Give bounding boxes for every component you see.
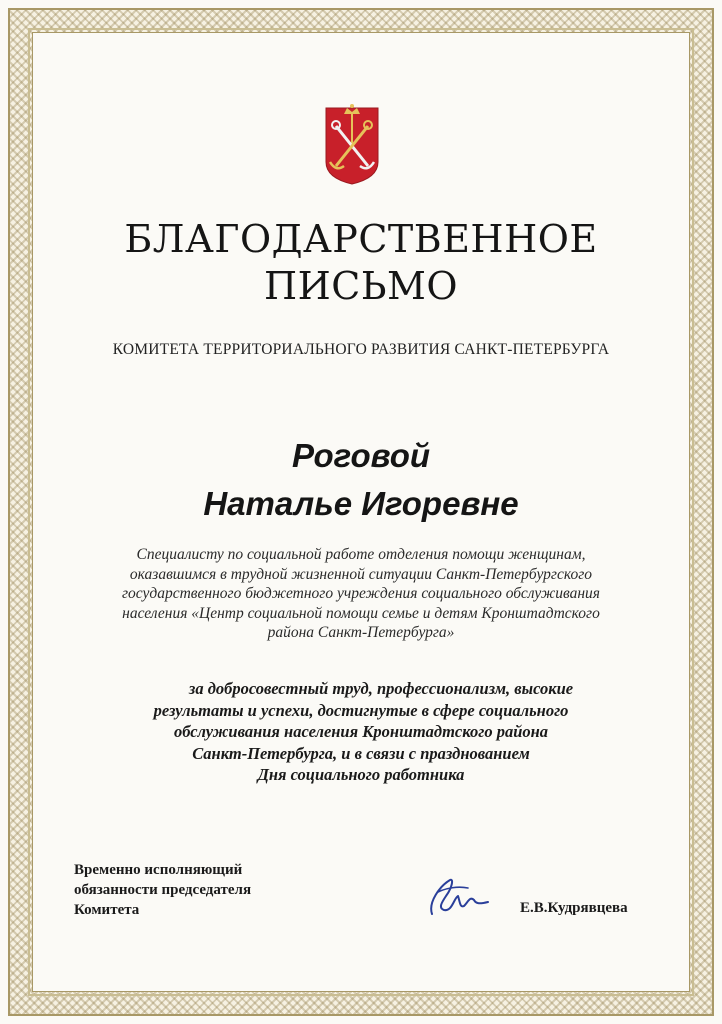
award-reason bbox=[80, 678, 642, 786]
recipient-surname: Роговой bbox=[291, 437, 431, 474]
recipient-position bbox=[70, 545, 652, 643]
signatory-title-line: обязанности председателя bbox=[74, 882, 252, 898]
signatory-title-line: Комитета bbox=[74, 902, 140, 918]
position-line: государственного бюджетного учреждения социального обслуживания bbox=[121, 585, 601, 602]
position-line: населения «Центр социальной помощи семье и детям Кронштадтского bbox=[122, 604, 600, 622]
saint-petersburg-coat-of-arms-icon bbox=[324, 100, 380, 186]
reason-line: за добросовестный труд, профессионализм, высокие bbox=[188, 679, 574, 698]
signatory-title bbox=[74, 860, 251, 920]
document-title-line-2: ПИСЬМО bbox=[263, 264, 459, 308]
handwritten-signature-icon bbox=[424, 872, 494, 922]
reason-line: обслуживания населения Кронштадтского района bbox=[173, 722, 549, 741]
position-line: района Санкт-Петербурга» bbox=[267, 624, 455, 641]
position-line: оказавшимся в трудной жизненной ситуации Санкт-Петербургского bbox=[129, 565, 593, 583]
signatory-title-line: Временно исполняющий bbox=[74, 862, 243, 878]
position-line: Специалисту по социальной работе отделения помощи женщинам, bbox=[136, 546, 586, 563]
reason-line: Санкт-Петербурга, и в связи с празднованием bbox=[192, 743, 530, 763]
issuer-name: КОМИТЕТА ТЕРРИТОРИАЛЬНОГО РАЗВИТИЯ САНКТ-ПЕТЕРБУРГА bbox=[112, 341, 610, 358]
signatory-name: Е.В.Кудрявцева bbox=[520, 900, 628, 916]
reason-line: Дня социального работника bbox=[257, 765, 465, 784]
recipient-given-names: Наталье Игоревне bbox=[203, 485, 519, 522]
reason-line: результаты и успехи, достигнутые в сфере социального bbox=[153, 700, 569, 720]
document-title-line-1: БЛАГОДАРСТВЕННОЕ bbox=[124, 217, 598, 261]
